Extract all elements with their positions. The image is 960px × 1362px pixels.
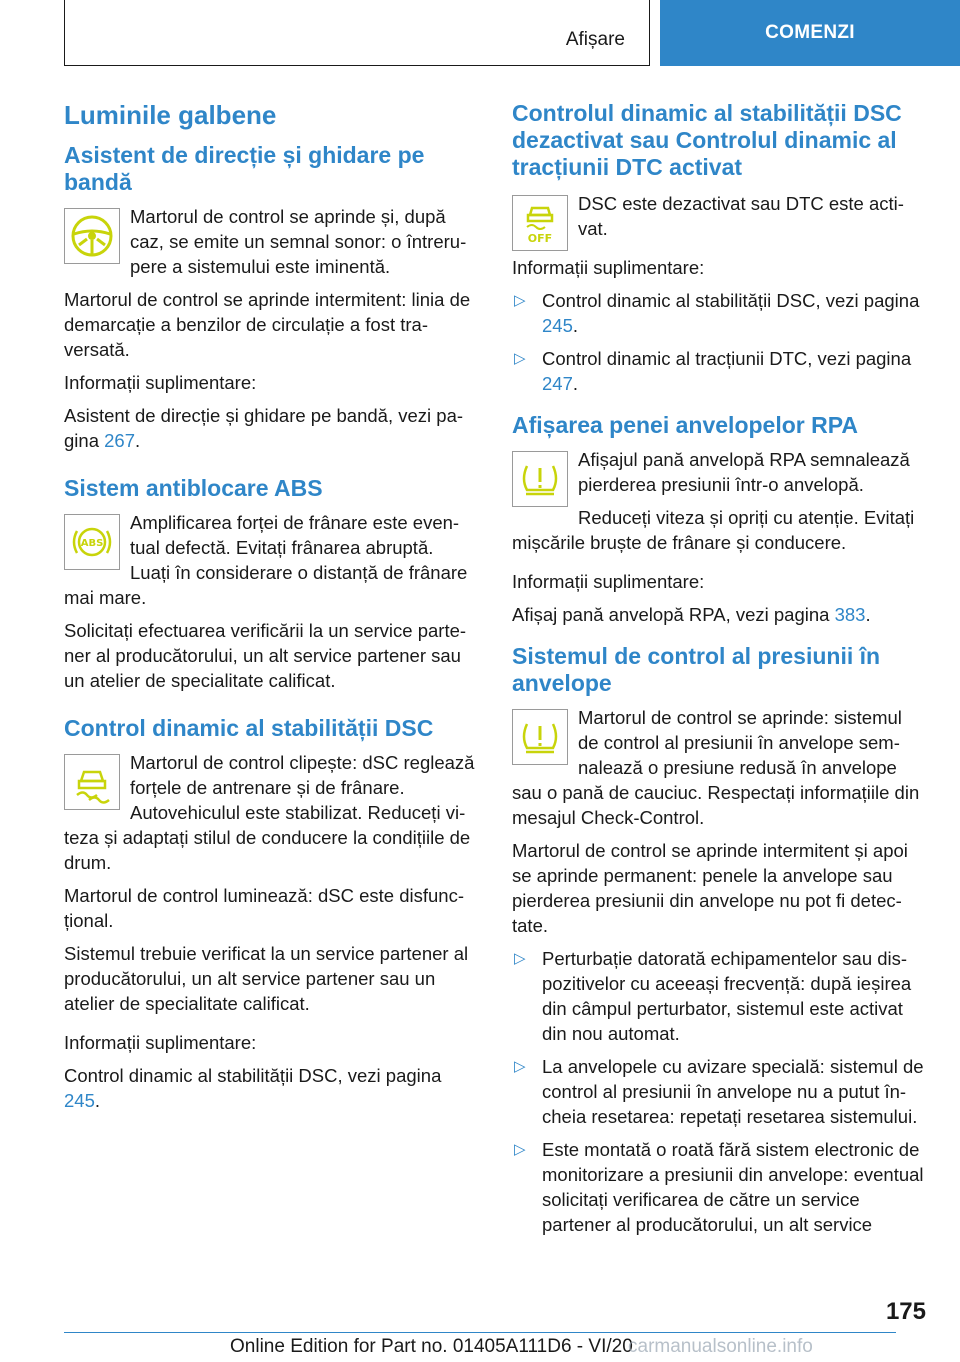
dsc-page-link[interactable]: 245 bbox=[542, 315, 573, 336]
list-item: ▷ Este montată o roată fără sistem electronic de monitorizare a presiunii din anvelope: eventual solicitați verificarea de către un service partener al producătorului, un alt service bbox=[514, 1139, 924, 1235]
rpa-info-label: Informații suplimentare: bbox=[512, 571, 705, 592]
dsc-off-paragraph-1: DSC este dezactivat sau DTC este activat. bbox=[578, 193, 904, 239]
header-section-label: Afișare bbox=[565, 29, 625, 50]
rpa-heading: Afișarea penei anvelopelor RPA bbox=[512, 412, 858, 438]
steering-wheel-icon bbox=[64, 208, 120, 264]
tpm-heading: Sistemul de control al presiunii în anvelope bbox=[512, 643, 881, 696]
rpa-page-link[interactable]: 383 bbox=[834, 604, 866, 625]
footer-watermark: carmanualsonline.info bbox=[628, 1336, 813, 1357]
header-box bbox=[64, 0, 650, 66]
tire-pressure-icon bbox=[512, 709, 568, 765]
dsc-reference: Control dinamic al stabilității DSC, vezi pagina 245. bbox=[64, 1065, 442, 1111]
dsc-off-info-label: Informații suplimentare: bbox=[512, 257, 705, 278]
dsc-skid-icon bbox=[64, 754, 120, 810]
dsc-heading: Control dinamic al stabilității DSC bbox=[64, 715, 434, 741]
triangle-bullet-icon: ▷ bbox=[514, 292, 526, 309]
lane-heading: Asistent de direcție și ghidare pe bandă bbox=[64, 142, 425, 195]
abs-icon bbox=[64, 514, 120, 570]
lane-reference: Asistent de direcție și ghidare pe bandă, vezi pagina 267. bbox=[64, 405, 464, 451]
page-title: Luminile galbene bbox=[64, 100, 277, 130]
dsc-page-link[interactable]: 245 bbox=[64, 1090, 95, 1111]
lane-page-link[interactable]: 267 bbox=[104, 430, 135, 451]
right-column bbox=[512, 100, 926, 1245]
abs-paragraph-2: Solicitați efectuarea verificării la un service partener al producătorului, un alt service partener sau un atelier de specialitate calificat. bbox=[64, 620, 467, 691]
tpm-section bbox=[512, 705, 926, 838]
list-item: ▷ Control dinamic al stabilității DSC, vezi pagina 245. bbox=[514, 290, 920, 336]
footer-divider bbox=[64, 1332, 896, 1333]
dsc-off-heading: Controlul dinamic al stabilității DSC dezactivat sau Controlul dinamic al tracțiunii DTC activat bbox=[512, 100, 902, 180]
dsc-paragraph-3: Sistemul trebuie verificat la un service partener al producătorului, un alt service partener sau un atelier de specialitate calificat. bbox=[64, 943, 469, 1014]
dsc-paragraph-2: Martorul de control luminează: dSC este disfuncțional. bbox=[64, 885, 465, 931]
rpa-reference: Afișaj pană anvelopă RPA, vezi pagina 383. bbox=[512, 604, 871, 625]
abs-paragraph-1: Amplificarea forței de frânare este eventual defectă. Evitați frânarea abruptă. Luați în considerare o distanță de frânare mai mare. bbox=[64, 512, 468, 608]
triangle-bullet-icon: ▷ bbox=[514, 350, 526, 367]
lane-section bbox=[64, 204, 478, 287]
tire-warning-icon bbox=[512, 451, 568, 507]
dtc-page-link[interactable]: 247 bbox=[542, 373, 573, 394]
abs-section bbox=[64, 510, 478, 618]
page-number: 175 bbox=[885, 1298, 926, 1325]
svg-text:ABS: ABS bbox=[80, 538, 104, 549]
list-item: ▷ Perturbație datorată echipamentelor sau dispozitivelor cu aceeași frecvență: după ieșirea din câmpul perturbator, sistemul este activat din nou automat. bbox=[514, 948, 912, 1044]
triangle-bullet-icon: ▷ bbox=[514, 1141, 526, 1158]
dsc-section bbox=[64, 750, 478, 883]
rpa-section bbox=[512, 447, 926, 563]
rpa-paragraph-2: Reduceți viteza și opriți cu atenție. Evitați mișcările bruște de frânare și conducere. bbox=[512, 507, 915, 553]
list-item: ▷ Control dinamic al tracțiunii DTC, vezi pagina 247. bbox=[514, 348, 912, 394]
dsc-off-icon bbox=[512, 195, 568, 251]
tpm-paragraph-1: Martorul de control se aprinde: sistemul de control al presiunii în anvelope semnalează o presiune redusă în anvelope sau o pană de cauciuc. Respectați informațiile din mesajul Check-Control. bbox=[512, 707, 920, 828]
dsc-paragraph-1: Martorul de control clipește: dSC reglează forțele de antrenare și de frânare. Autovehiculul este stabilizat. Reduceți viteza și adaptați stilul de conducere la condițiile de drum. bbox=[64, 752, 475, 873]
dsc-off-icon-label: OFF bbox=[527, 232, 553, 245]
footer-edition: Online Edition for Part no. 01405A111D6 - VI/20 bbox=[230, 1336, 633, 1357]
list-item: ▷ La anvelopele cu avizare specială: sistemul de control al presiunii în anvelope nu a putut încheia resetarea: repetați resetarea sistemului. bbox=[514, 1056, 924, 1127]
dsc-off-list bbox=[512, 288, 926, 396]
tpm-paragraph-2: Martorul de control se aprinde intermitent și apoi se aprinde permanent: penele la anvelope sau pierderea presiunii din anvelope nu pot fi detectate. bbox=[512, 840, 908, 936]
dsc-off-section bbox=[512, 191, 926, 255]
header-tab-comenzi[interactable]: COMENZI bbox=[660, 0, 960, 66]
lane-paragraph-2: Martorul de control se aprinde intermitent: linia de demarcație a benzilor de circulație a fost traversată. bbox=[64, 289, 471, 360]
dsc-info-label: Informații suplimentare: bbox=[64, 1032, 257, 1053]
lane-paragraph-1: Martorul de control se aprinde și, după caz, se emite un semnal sonor: o întrerupere a sistemului este iminentă. bbox=[130, 206, 467, 277]
triangle-bullet-icon: ▷ bbox=[514, 1058, 526, 1075]
abs-heading: Sistem antiblocare ABS bbox=[64, 475, 323, 501]
rpa-paragraph-1: Afișajul pană anvelopă RPA semnalează pierderea presiunii într-o anvelopă. bbox=[578, 449, 910, 495]
left-column bbox=[64, 100, 478, 1121]
lane-info-label: Informații suplimentare: bbox=[64, 372, 257, 393]
tpm-list bbox=[512, 946, 926, 1237]
triangle-bullet-icon: ▷ bbox=[514, 950, 526, 967]
